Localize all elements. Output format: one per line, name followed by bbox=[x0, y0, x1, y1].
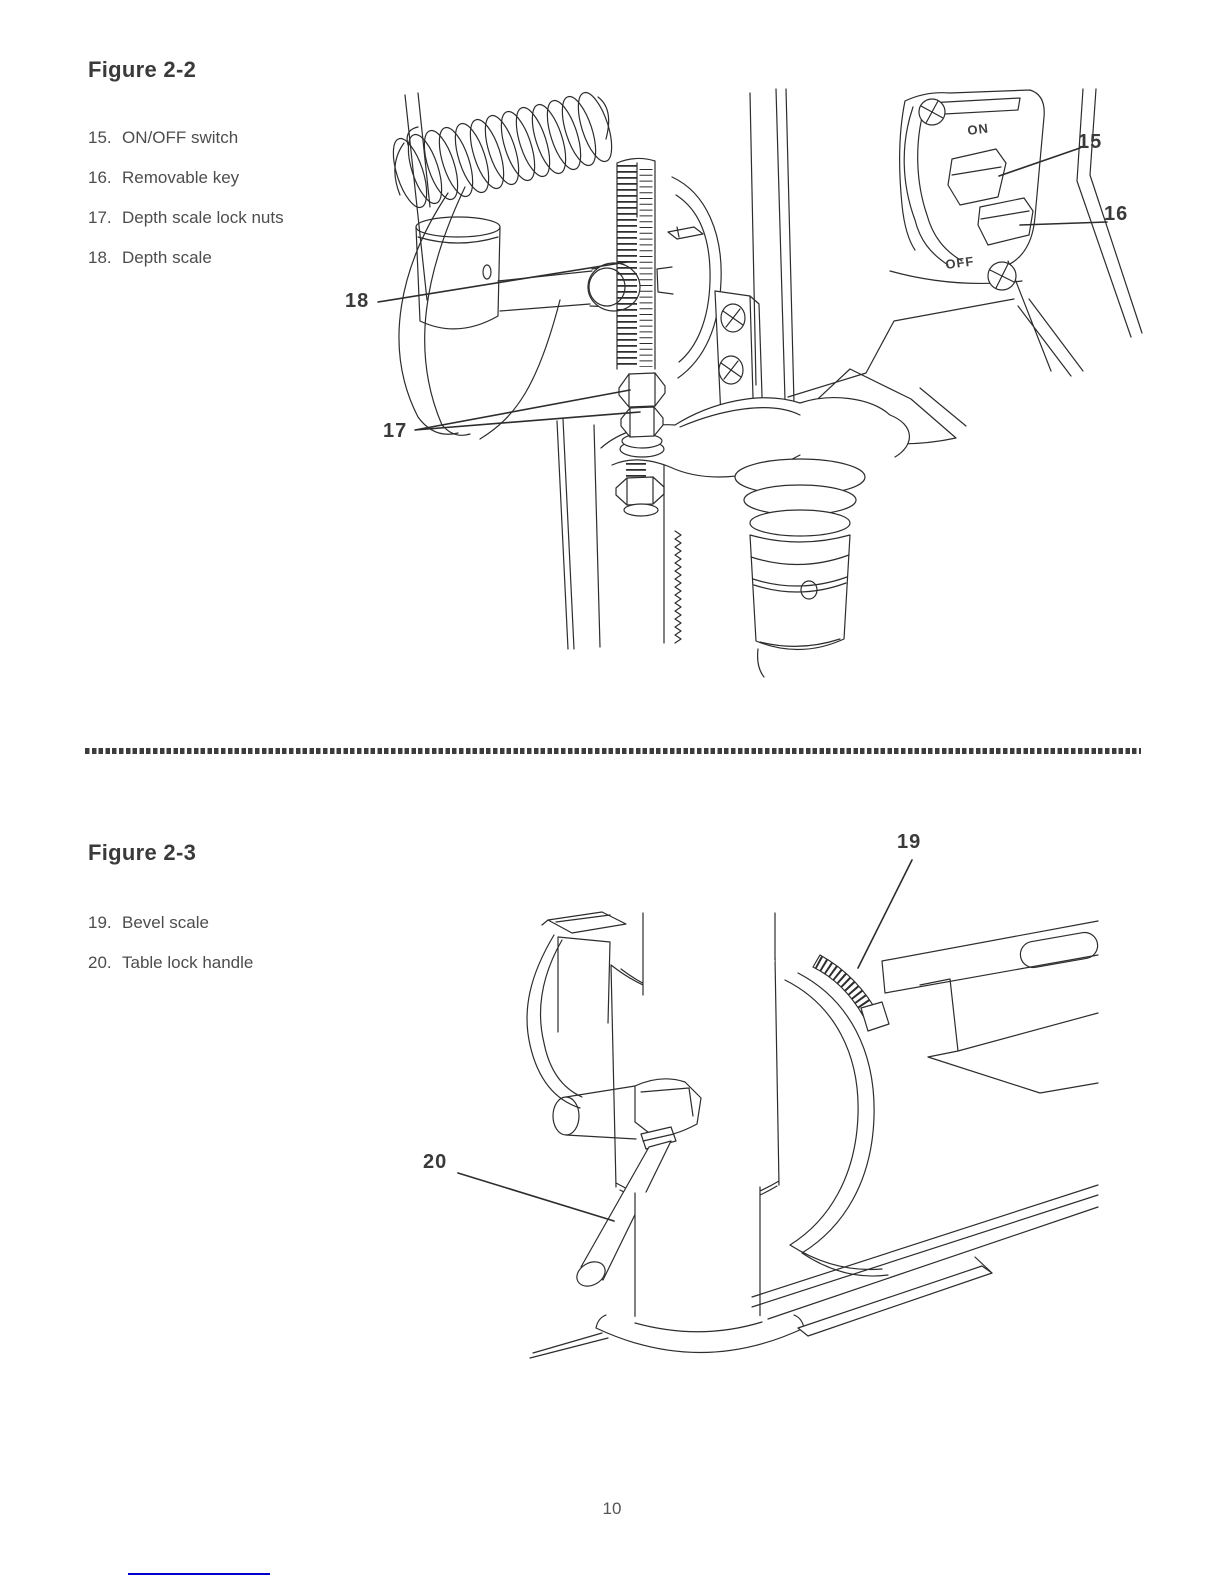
page-number: 10 bbox=[602, 1499, 622, 1518]
leader-line-19 bbox=[858, 860, 912, 968]
figure-2-3-drawing bbox=[430, 825, 1100, 1360]
quill-and-chuck bbox=[735, 459, 865, 677]
figure-2-3-legend bbox=[88, 913, 253, 993]
callout-20: 20 bbox=[423, 1151, 448, 1173]
table-arm bbox=[882, 921, 1100, 1093]
legend-item-20 bbox=[88, 953, 253, 973]
legend-item-label: Bevel scale bbox=[122, 913, 209, 932]
support-column bbox=[557, 419, 600, 649]
power-cord-coil bbox=[387, 89, 619, 212]
legend-item-18 bbox=[88, 248, 284, 268]
bevel-scale bbox=[813, 955, 889, 1031]
legend-item-label: ON/OFF switch bbox=[122, 128, 239, 147]
legend-item-label: Table lock handle bbox=[122, 953, 254, 972]
callout-18: 18 bbox=[345, 290, 370, 312]
phillips-screw-icon bbox=[988, 262, 1016, 290]
section-divider bbox=[85, 748, 1141, 754]
table-bracket bbox=[527, 912, 626, 1108]
switch-off-label: OFF bbox=[944, 253, 976, 272]
switch-rocker bbox=[948, 149, 1006, 205]
removable-key bbox=[978, 198, 1033, 245]
legend-item-number: 16. bbox=[88, 168, 112, 187]
depth-stop-boss bbox=[416, 217, 500, 329]
legend-item-number: 17. bbox=[88, 208, 112, 227]
legend-item-label: Depth scale lock nuts bbox=[122, 208, 284, 227]
figure-2-2-title: Figure 2-2 bbox=[88, 57, 197, 82]
legend-item-label: Removable key bbox=[122, 168, 240, 187]
callout-17: 17 bbox=[383, 420, 408, 442]
figure-2-2-legend bbox=[88, 128, 284, 288]
switch-on-label: ON bbox=[966, 120, 990, 138]
depth-scale-lock-nuts bbox=[619, 373, 665, 457]
leader-line-17 bbox=[415, 390, 640, 430]
leader-line-20 bbox=[458, 1173, 614, 1221]
callout-16: 16 bbox=[1104, 203, 1129, 225]
figure-2-3-title: Figure 2-3 bbox=[88, 840, 197, 865]
footer-link-underline bbox=[128, 1573, 270, 1575]
legend-item-19 bbox=[88, 913, 253, 933]
legend-item-number: 15. bbox=[88, 128, 112, 147]
phillips-screw-icon bbox=[719, 356, 743, 384]
legend-item-17 bbox=[88, 208, 284, 228]
depth-scale-housing bbox=[657, 177, 721, 378]
leader-line-16 bbox=[1020, 222, 1107, 225]
legend-item-number: 19. bbox=[88, 913, 112, 932]
on-off-switch-panel bbox=[890, 90, 1044, 290]
legend-item-15 bbox=[88, 128, 284, 148]
phillips-screw-icon bbox=[721, 304, 745, 332]
legend-item-label: Depth scale bbox=[122, 248, 212, 267]
callout-19: 19 bbox=[897, 831, 922, 853]
figure-2-2-drawing bbox=[330, 85, 1145, 690]
rack-gear bbox=[664, 443, 681, 643]
callout-15: 15 bbox=[1078, 131, 1103, 153]
legend-item-number: 20. bbox=[88, 953, 112, 972]
legend-item-16 bbox=[88, 168, 284, 188]
phillips-screw-icon bbox=[919, 99, 945, 125]
legend-item-number: 18. bbox=[88, 248, 112, 267]
power-cord-loop bbox=[399, 187, 560, 439]
